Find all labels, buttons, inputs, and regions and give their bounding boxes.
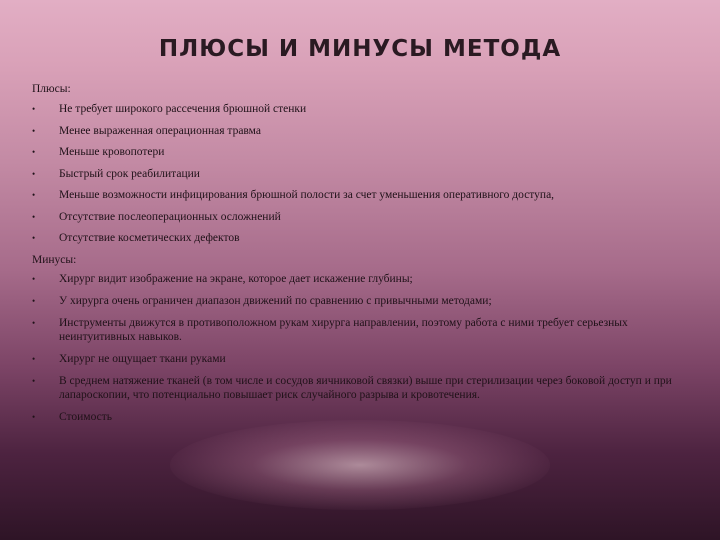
pros-item-text: Отсутствие косметических дефектов bbox=[59, 232, 240, 244]
cons-label: Минусы: bbox=[32, 253, 77, 266]
bullet-icon: • bbox=[32, 273, 36, 284]
cons-item-text: Инструменты движутся в противоположном рукам хирурга направлении, поэтому работа с ними требует серьезных неинтуитивных навыков. bbox=[59, 316, 628, 343]
cons-item bbox=[32, 272, 692, 286]
cons-item bbox=[32, 294, 692, 308]
pros-item bbox=[32, 124, 692, 138]
cons-item-text: У хирурга очень ограничен диапазон движений по сравнению с привычными методами; bbox=[59, 294, 492, 307]
bullet-icon: • bbox=[32, 211, 36, 222]
pros-label: Плюсы: bbox=[32, 83, 71, 95]
cons-item bbox=[32, 374, 692, 402]
pros-item-text: Меньше возможности инфицирования брюшной полости за счет уменьшения оперативного доступа, bbox=[59, 189, 555, 201]
cons-item-text: Хирург не ощущает ткани руками bbox=[59, 352, 226, 365]
bullet-icon: • bbox=[32, 190, 36, 200]
bullet-icon: • bbox=[32, 375, 36, 386]
bullet-icon: • bbox=[32, 125, 36, 136]
pros-item-text: Менее выраженная операционная травма bbox=[59, 124, 261, 137]
pros-item-text: Меньше кровопотери bbox=[59, 146, 165, 158]
pros-item-text: Не требует широкого рассечения брюшной стенки bbox=[59, 103, 307, 115]
pros-item bbox=[32, 188, 692, 202]
pros-item-text: Быстрый срок реабилитации bbox=[59, 167, 200, 180]
pros-item bbox=[32, 210, 692, 224]
cons-item bbox=[32, 352, 692, 366]
bullet-icon: • bbox=[32, 104, 36, 114]
bullet-icon: • bbox=[32, 168, 36, 179]
pros-item bbox=[32, 145, 692, 159]
bullet-icon: • bbox=[32, 233, 36, 243]
slide-content bbox=[32, 82, 692, 432]
cons-item-text: Стоимость bbox=[59, 410, 112, 423]
cons-item-text: Хирург видит изображение на экране, которое дает искажение глубины; bbox=[59, 272, 413, 285]
bullet-icon: • bbox=[32, 353, 36, 364]
pros-item bbox=[32, 102, 692, 116]
bullet-icon: • bbox=[32, 295, 36, 306]
cons-item-text: В среднем натяжение тканей (в том числе и сосудов яичниковой связки) выше при стерилизации через боковой доступ и при лапароскопии, что потенциально повышает риск случайного разрыва и кровотечения. bbox=[59, 374, 672, 401]
pros-list bbox=[32, 102, 692, 245]
bullet-icon: • bbox=[32, 147, 36, 157]
bullet-icon: • bbox=[32, 411, 36, 422]
pros-item bbox=[32, 231, 692, 245]
cons-list bbox=[32, 272, 692, 424]
light-glow bbox=[170, 420, 550, 510]
pros-item bbox=[32, 167, 692, 181]
cons-item bbox=[32, 316, 692, 344]
pros-item-text: Отсутствие послеоперационных осложнений bbox=[59, 210, 281, 223]
slide-title: ПЛЮСЫ И МИНУСЫ МЕТОДА bbox=[158, 36, 562, 62]
cons-item bbox=[32, 410, 692, 424]
bullet-icon: • bbox=[32, 317, 36, 328]
